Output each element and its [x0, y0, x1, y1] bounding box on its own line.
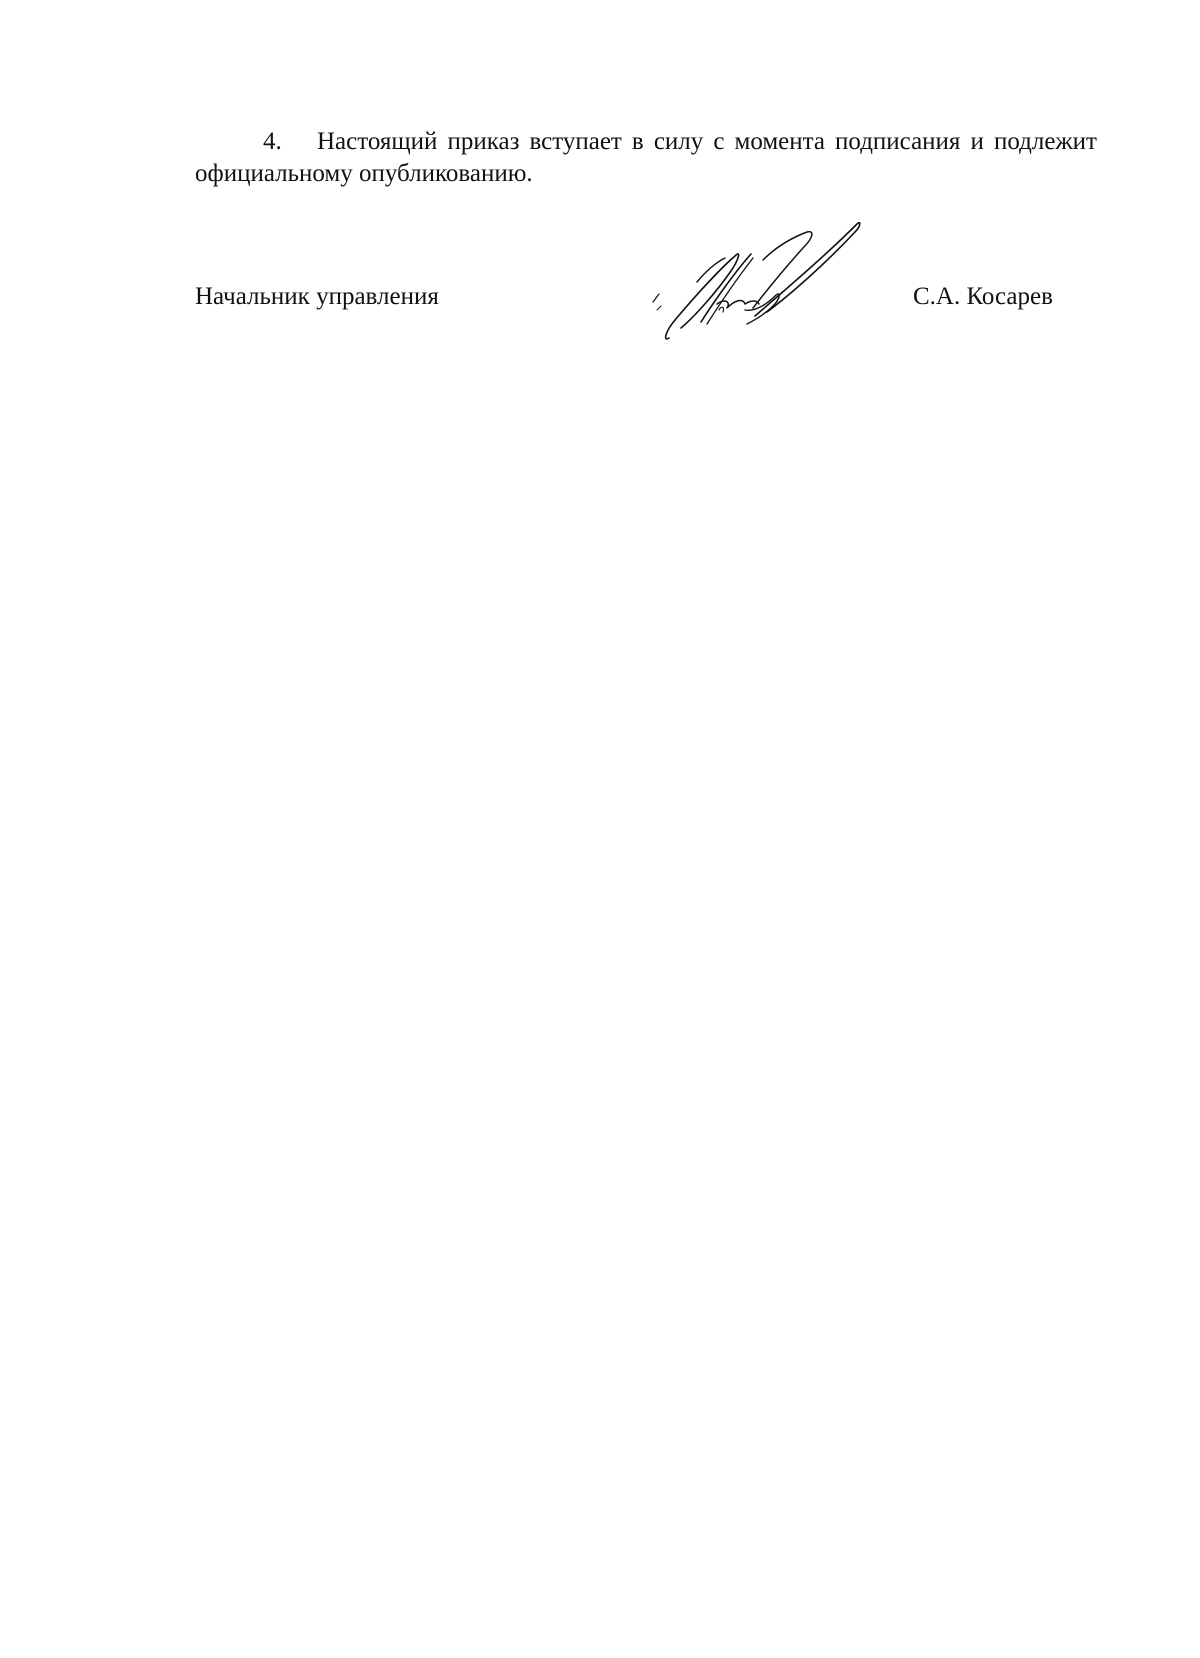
- signer-name: С.А. Косарев: [913, 283, 1053, 310]
- signature-block: [195, 220, 1195, 360]
- handwritten-signature-icon: [635, 220, 875, 360]
- paragraph-4: [195, 126, 1097, 190]
- signer-position: Начальник управления: [195, 283, 439, 310]
- paragraph-number: 4.: [263, 128, 282, 155]
- paragraph-text: Настоящий приказ вступает в силу с момента подписания и подлежит официальному опубликованию.: [195, 128, 1097, 187]
